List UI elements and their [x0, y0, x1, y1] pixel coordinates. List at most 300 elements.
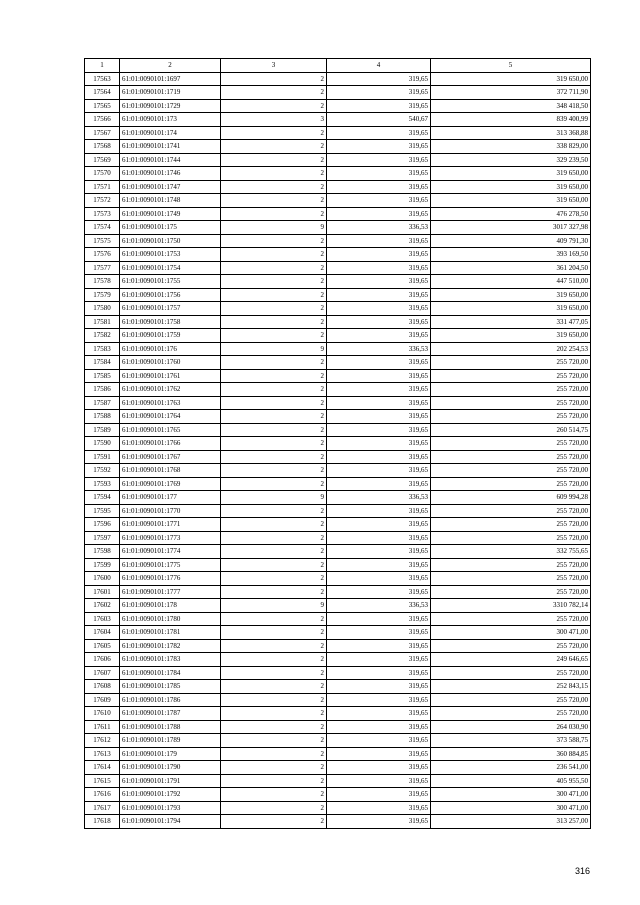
table-cell: 2 [221, 680, 327, 694]
table-cell: 61:01:0090101:1790 [120, 761, 221, 775]
table-cell: 2 [221, 572, 327, 586]
table-cell: 372 711,90 [431, 86, 591, 100]
table-cell: 255 720,00 [431, 585, 591, 599]
table-cell: 236 541,00 [431, 761, 591, 775]
table-cell: 405 955,50 [431, 774, 591, 788]
table-cell: 61:01:0090101:1755 [120, 275, 221, 289]
table-cell: 319,65 [327, 207, 431, 221]
table-row [85, 693, 591, 707]
table-cell: 61:01:0090101:1789 [120, 734, 221, 748]
table-cell: 409 791,30 [431, 234, 591, 248]
table-cell: 255 720,00 [431, 410, 591, 424]
table-cell: 319,65 [327, 302, 431, 316]
table-cell: 2 [221, 288, 327, 302]
table-cell: 2 [221, 72, 327, 86]
table-cell: 17577 [85, 261, 120, 275]
table-cell: 17568 [85, 140, 120, 154]
table-cell: 319,65 [327, 558, 431, 572]
table-cell: 61:01:0090101:1746 [120, 167, 221, 181]
table-row [85, 113, 591, 127]
table-cell: 332 755,65 [431, 545, 591, 559]
table-cell: 2 [221, 774, 327, 788]
table-cell: 17618 [85, 815, 120, 829]
table-cell: 373 588,75 [431, 734, 591, 748]
table-row [85, 531, 591, 545]
table-cell: 476 278,50 [431, 207, 591, 221]
table-cell: 2 [221, 801, 327, 815]
table-row [85, 585, 591, 599]
table-cell: 360 884,85 [431, 747, 591, 761]
table-cell: 319,65 [327, 693, 431, 707]
table-row [85, 194, 591, 208]
table-cell: 61:01:0090101:1776 [120, 572, 221, 586]
table-cell: 319,65 [327, 734, 431, 748]
table-cell: 17587 [85, 396, 120, 410]
table-row [85, 423, 591, 437]
table-cell: 17579 [85, 288, 120, 302]
table-cell: 2 [221, 234, 327, 248]
table-cell: 361 204,50 [431, 261, 591, 275]
table-cell: 17599 [85, 558, 120, 572]
table-cell: 319 650,00 [431, 72, 591, 86]
table-cell: 2 [221, 734, 327, 748]
table-cell: 61:01:0090101:1784 [120, 666, 221, 680]
table-cell: 2 [221, 99, 327, 113]
table-row [85, 612, 591, 626]
table-cell: 319,65 [327, 450, 431, 464]
table-cell: 540,67 [327, 113, 431, 127]
table-cell: 2 [221, 248, 327, 262]
table-cell: 2 [221, 666, 327, 680]
table-cell: 61:01:0090101:1761 [120, 369, 221, 383]
table-cell: 17608 [85, 680, 120, 694]
table-cell: 319,65 [327, 248, 431, 262]
table-cell: 255 720,00 [431, 558, 591, 572]
table-cell: 255 720,00 [431, 464, 591, 478]
table-cell: 61:01:0090101:1777 [120, 585, 221, 599]
table-cell: 61:01:0090101:1744 [120, 153, 221, 167]
table-row [85, 801, 591, 815]
column-header: 4 [327, 59, 431, 73]
table-cell: 319,65 [327, 585, 431, 599]
column-header: 5 [431, 59, 591, 73]
table-cell: 319,65 [327, 72, 431, 86]
table-cell: 249 646,65 [431, 653, 591, 667]
table-cell: 61:01:0090101:1794 [120, 815, 221, 829]
table-cell: 255 720,00 [431, 356, 591, 370]
table-cell: 61:01:0090101:1762 [120, 383, 221, 397]
table-cell: 2 [221, 653, 327, 667]
table-cell: 61:01:0090101:1758 [120, 315, 221, 329]
table-row [85, 653, 591, 667]
table-cell: 61:01:0090101:1787 [120, 707, 221, 721]
table-cell: 61:01:0090101:1697 [120, 72, 221, 86]
table-cell: 319,65 [327, 194, 431, 208]
table-cell: 319,65 [327, 383, 431, 397]
table-cell: 319,65 [327, 653, 431, 667]
table-cell: 2 [221, 383, 327, 397]
table-row [85, 342, 591, 356]
table-cell: 2 [221, 531, 327, 545]
table-cell: 319,65 [327, 801, 431, 815]
table-cell: 319,65 [327, 761, 431, 775]
table-cell: 2 [221, 707, 327, 721]
table-cell: 313 368,88 [431, 126, 591, 140]
table-cell: 17578 [85, 275, 120, 289]
table-cell: 61:01:0090101:1748 [120, 194, 221, 208]
table-cell: 319,65 [327, 275, 431, 289]
table-cell: 17605 [85, 639, 120, 653]
table-cell: 2 [221, 396, 327, 410]
table-cell: 17615 [85, 774, 120, 788]
table-cell: 319,65 [327, 261, 431, 275]
table-cell: 2 [221, 815, 327, 829]
table-cell: 9 [221, 491, 327, 505]
table-cell: 319,65 [327, 180, 431, 194]
table-cell: 2 [221, 369, 327, 383]
table-row [85, 221, 591, 235]
table-cell: 17613 [85, 747, 120, 761]
table-cell: 17566 [85, 113, 120, 127]
table-cell: 2 [221, 126, 327, 140]
table-cell: 2 [221, 315, 327, 329]
table-cell: 2 [221, 518, 327, 532]
table-cell: 61:01:0090101:1741 [120, 140, 221, 154]
table-cell: 61:01:0090101:1773 [120, 531, 221, 545]
table-row [85, 126, 591, 140]
table-row [85, 99, 591, 113]
table-row [85, 261, 591, 275]
table-cell: 61:01:0090101:1783 [120, 653, 221, 667]
table-cell: 255 720,00 [431, 572, 591, 586]
table-cell: 336,53 [327, 221, 431, 235]
table-cell: 17582 [85, 329, 120, 343]
table-cell: 3 [221, 113, 327, 127]
table-cell: 2 [221, 761, 327, 775]
table-cell: 300 471,00 [431, 801, 591, 815]
table-cell: 336,53 [327, 342, 431, 356]
table-cell: 61:01:0090101:1782 [120, 639, 221, 653]
table-cell: 61:01:0090101:1793 [120, 801, 221, 815]
table-cell: 61:01:0090101:1763 [120, 396, 221, 410]
table-cell: 2 [221, 207, 327, 221]
table-cell: 61:01:0090101:1770 [120, 504, 221, 518]
table-cell: 61:01:0090101:1788 [120, 720, 221, 734]
table-cell: 319,65 [327, 329, 431, 343]
table-cell: 255 720,00 [431, 612, 591, 626]
table-cell: 61:01:0090101:173 [120, 113, 221, 127]
table-cell: 319,65 [327, 747, 431, 761]
table-cell: 17588 [85, 410, 120, 424]
table-row [85, 234, 591, 248]
table-cell: 319,65 [327, 815, 431, 829]
table-cell: 61:01:0090101:1786 [120, 693, 221, 707]
table-cell: 319 650,00 [431, 194, 591, 208]
table-cell: 3310 782,14 [431, 599, 591, 613]
table-cell: 319,65 [327, 153, 431, 167]
table-cell: 319 650,00 [431, 329, 591, 343]
table-cell: 255 720,00 [431, 504, 591, 518]
table-cell: 2 [221, 464, 327, 478]
table-cell: 2 [221, 585, 327, 599]
table-body [85, 72, 591, 828]
table-row [85, 774, 591, 788]
table-cell: 2 [221, 302, 327, 316]
table-cell: 61:01:0090101:1775 [120, 558, 221, 572]
table-row [85, 315, 591, 329]
table-cell: 255 720,00 [431, 518, 591, 532]
table-row [85, 504, 591, 518]
table-cell: 61:01:0090101:175 [120, 221, 221, 235]
table-cell: 17601 [85, 585, 120, 599]
table-cell: 61:01:0090101:178 [120, 599, 221, 613]
table-cell: 255 720,00 [431, 666, 591, 680]
table-cell: 255 720,00 [431, 383, 591, 397]
table-cell: 61:01:0090101:1769 [120, 477, 221, 491]
table-cell: 255 720,00 [431, 396, 591, 410]
table-cell: 61:01:0090101:1754 [120, 261, 221, 275]
table-cell: 2 [221, 180, 327, 194]
table-cell: 2 [221, 423, 327, 437]
table-cell: 336,53 [327, 491, 431, 505]
table-cell: 17614 [85, 761, 120, 775]
table-cell: 319,65 [327, 531, 431, 545]
table-cell: 17611 [85, 720, 120, 734]
table-cell: 255 720,00 [431, 639, 591, 653]
table-cell: 2 [221, 545, 327, 559]
table-cell: 17576 [85, 248, 120, 262]
table-row [85, 180, 591, 194]
table-cell: 61:01:0090101:1781 [120, 626, 221, 640]
table-cell: 313 257,00 [431, 815, 591, 829]
table-cell: 61:01:0090101:179 [120, 747, 221, 761]
table-cell: 61:01:0090101:1729 [120, 99, 221, 113]
table-cell: 319 650,00 [431, 288, 591, 302]
table-cell: 61:01:0090101:1757 [120, 302, 221, 316]
table-cell: 319,65 [327, 126, 431, 140]
table-cell: 319,65 [327, 288, 431, 302]
table-cell: 17584 [85, 356, 120, 370]
table-cell: 17571 [85, 180, 120, 194]
table-cell: 61:01:0090101:1780 [120, 612, 221, 626]
table-row [85, 545, 591, 559]
table-cell: 255 720,00 [431, 477, 591, 491]
table-cell: 319,65 [327, 86, 431, 100]
table-cell: 17569 [85, 153, 120, 167]
table-cell: 61:01:0090101:1771 [120, 518, 221, 532]
table-row [85, 248, 591, 262]
table-cell: 255 720,00 [431, 531, 591, 545]
table-cell: 319,65 [327, 572, 431, 586]
table-cell: 61:01:0090101:1766 [120, 437, 221, 451]
table-row [85, 396, 591, 410]
table-cell: 2 [221, 329, 327, 343]
table-cell: 61:01:0090101:176 [120, 342, 221, 356]
table-cell: 319,65 [327, 707, 431, 721]
table-cell: 61:01:0090101:177 [120, 491, 221, 505]
table-row [85, 720, 591, 734]
table-cell: 17596 [85, 518, 120, 532]
table-cell: 61:01:0090101:1747 [120, 180, 221, 194]
table-cell: 9 [221, 599, 327, 613]
table-cell: 609 994,28 [431, 491, 591, 505]
table-cell: 17616 [85, 788, 120, 802]
table-row [85, 707, 591, 721]
table-row [85, 356, 591, 370]
table-row [85, 639, 591, 653]
table-row [85, 140, 591, 154]
table-row [85, 761, 591, 775]
table-cell: 2 [221, 639, 327, 653]
table-cell: 61:01:0090101:1768 [120, 464, 221, 478]
table-cell: 17603 [85, 612, 120, 626]
table-cell: 17617 [85, 801, 120, 815]
table-cell: 319,65 [327, 518, 431, 532]
table-row [85, 450, 591, 464]
table-cell: 319,65 [327, 464, 431, 478]
table-cell: 255 720,00 [431, 450, 591, 464]
table-cell: 319,65 [327, 666, 431, 680]
table-cell: 319,65 [327, 477, 431, 491]
table-cell: 319,65 [327, 315, 431, 329]
table-cell: 61:01:0090101:1756 [120, 288, 221, 302]
column-header: 3 [221, 59, 327, 73]
table-row [85, 734, 591, 748]
table-cell: 61:01:0090101:1759 [120, 329, 221, 343]
table-cell: 255 720,00 [431, 369, 591, 383]
table-cell: 61:01:0090101:1719 [120, 86, 221, 100]
table-cell: 319 650,00 [431, 302, 591, 316]
table-cell: 17565 [85, 99, 120, 113]
table-cell: 2 [221, 693, 327, 707]
table-cell: 319,65 [327, 410, 431, 424]
table-cell: 2 [221, 194, 327, 208]
table-cell: 2 [221, 140, 327, 154]
table-cell: 319,65 [327, 774, 431, 788]
table-cell: 260 514,75 [431, 423, 591, 437]
table-row [85, 275, 591, 289]
table-cell: 319,65 [327, 423, 431, 437]
table-row [85, 167, 591, 181]
table-cell: 393 169,50 [431, 248, 591, 262]
table-cell: 17573 [85, 207, 120, 221]
table-cell: 2 [221, 261, 327, 275]
table-cell: 319,65 [327, 639, 431, 653]
table-row [85, 680, 591, 694]
table-cell: 319,65 [327, 396, 431, 410]
header-row [85, 59, 591, 73]
table-cell: 17570 [85, 167, 120, 181]
table-cell: 17602 [85, 599, 120, 613]
table-cell: 17567 [85, 126, 120, 140]
table-cell: 319 650,00 [431, 167, 591, 181]
table-cell: 17593 [85, 477, 120, 491]
table-cell: 17597 [85, 531, 120, 545]
table-cell: 2 [221, 86, 327, 100]
table-cell: 447 510,00 [431, 275, 591, 289]
table-cell: 61:01:0090101:1750 [120, 234, 221, 248]
table-cell: 61:01:0090101:1774 [120, 545, 221, 559]
table-cell: 2 [221, 153, 327, 167]
table-cell: 319 650,00 [431, 180, 591, 194]
table-cell: 839 400,99 [431, 113, 591, 127]
table-cell: 319,65 [327, 99, 431, 113]
table-cell: 2 [221, 437, 327, 451]
table-cell: 17607 [85, 666, 120, 680]
table-cell: 17595 [85, 504, 120, 518]
table-cell: 2 [221, 612, 327, 626]
table-row [85, 572, 591, 586]
table-cell: 17591 [85, 450, 120, 464]
table-cell: 17580 [85, 302, 120, 316]
table-cell: 319,65 [327, 167, 431, 181]
table-cell: 2 [221, 626, 327, 640]
table-cell: 319,65 [327, 356, 431, 370]
table-cell: 9 [221, 221, 327, 235]
table-cell: 61:01:0090101:174 [120, 126, 221, 140]
table-cell: 61:01:0090101:1749 [120, 207, 221, 221]
table-row [85, 383, 591, 397]
table-cell: 61:01:0090101:1791 [120, 774, 221, 788]
table-cell: 2 [221, 788, 327, 802]
table-row [85, 410, 591, 424]
table-cell: 319,65 [327, 788, 431, 802]
table-cell: 319,65 [327, 545, 431, 559]
table-cell: 300 471,00 [431, 626, 591, 640]
table-cell: 2 [221, 356, 327, 370]
column-header: 1 [85, 59, 120, 73]
table-cell: 329 239,50 [431, 153, 591, 167]
table-cell: 61:01:0090101:1767 [120, 450, 221, 464]
table-cell: 17563 [85, 72, 120, 86]
table-cell: 17585 [85, 369, 120, 383]
table-cell: 61:01:0090101:1760 [120, 356, 221, 370]
table-cell: 202 254,53 [431, 342, 591, 356]
table-row [85, 666, 591, 680]
table-cell: 2 [221, 410, 327, 424]
table-cell: 17594 [85, 491, 120, 505]
table-row [85, 815, 591, 829]
table-row [85, 329, 591, 343]
table-cell: 319,65 [327, 437, 431, 451]
table-cell: 61:01:0090101:1792 [120, 788, 221, 802]
table-cell: 61:01:0090101:1753 [120, 248, 221, 262]
table-cell: 264 030,90 [431, 720, 591, 734]
table-row [85, 747, 591, 761]
table-row [85, 207, 591, 221]
table-row [85, 369, 591, 383]
table-row [85, 518, 591, 532]
table-cell: 17574 [85, 221, 120, 235]
table-row [85, 437, 591, 451]
table-cell: 336,53 [327, 599, 431, 613]
table-cell: 2 [221, 477, 327, 491]
table-cell: 61:01:0090101:1785 [120, 680, 221, 694]
table-cell: 17609 [85, 693, 120, 707]
table-cell: 338 829,00 [431, 140, 591, 154]
table-cell: 17590 [85, 437, 120, 451]
table-cell: 252 843,15 [431, 680, 591, 694]
table-cell: 319,65 [327, 612, 431, 626]
table-cell: 255 720,00 [431, 437, 591, 451]
table-cell: 2 [221, 275, 327, 289]
table-row [85, 86, 591, 100]
table-row [85, 153, 591, 167]
table-cell: 17572 [85, 194, 120, 208]
data-table [84, 58, 591, 829]
table-cell: 61:01:0090101:1765 [120, 423, 221, 437]
table-row [85, 491, 591, 505]
